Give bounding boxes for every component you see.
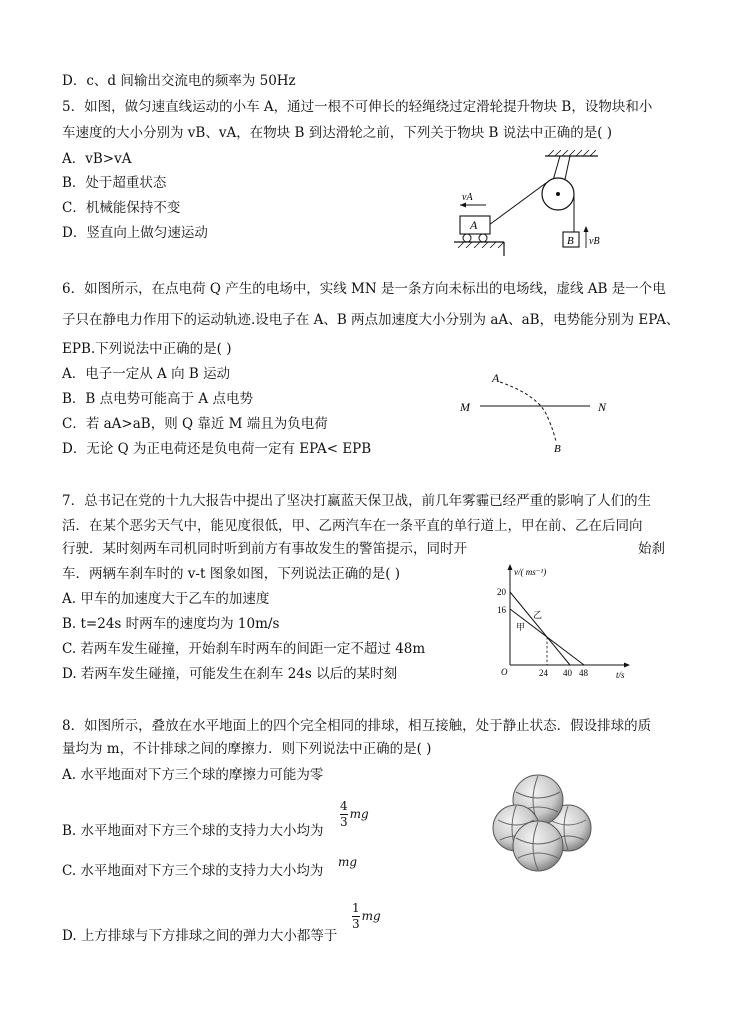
q5-label-a: A xyxy=(470,218,478,232)
q8-frac13-den: 3 xyxy=(352,917,360,931)
q7-ytick-16: 16 xyxy=(497,605,506,615)
q7-stem-line3b: 始刹 xyxy=(638,541,665,557)
q6-option-d: D．无论 Q 为正电荷还是负电荷一定有 EPA< EPB xyxy=(62,441,372,457)
q6-stem-line2: 子只在静电力作用下的运动轨迹.设电子在 A、B 两点加速度大小分别为 aA、aB，电势能分别为 EPA、 xyxy=(62,312,680,328)
q5-stem-line2: 车速度的大小分别为 vB、vA，在物块 B 到达滑轮之前，下列关于物块 B 说法中正确的是( ) xyxy=(62,125,613,141)
q8-frac43-num: 4 xyxy=(340,799,348,813)
q5-pulley-figure xyxy=(440,150,620,256)
q6-label-b: B xyxy=(554,443,561,453)
q5-option-c: C．机械能保持不变 xyxy=(62,200,181,216)
q5-option-b: B．处于超重状态 xyxy=(62,175,167,191)
q8-frac43-den: 3 xyxy=(340,815,348,829)
q7-xtick-48: 48 xyxy=(579,668,588,678)
q5-label-va: vA xyxy=(462,192,473,203)
q6-stem-line3: EPB.下列说法中正确的是( ) xyxy=(62,341,232,357)
q7-stem-line2: 活．在某个恶劣天气中，能见度很低，甲、乙两汽车在一条平直的单行道上，甲在前、乙在后同向 xyxy=(62,518,643,534)
q7-stem-line4: 车．两辆车刹车时的 v-t 图象如图，下列说法正确的是( ) xyxy=(62,566,401,582)
q7-option-b: B. t=24s 时两车的速度均为 10m/s xyxy=(62,616,280,632)
q5-label-b: B xyxy=(567,235,574,247)
q8-stem-line2: 量均为 m，不计排球之间的摩擦力．则下列说法中正确的是( ) xyxy=(62,741,432,757)
q6-stem-line1: 6．如图所示，在点电荷 Q 产生的电场中，实线 MN 是一条方向未标出的电场线，虚线 AB 是一个电 xyxy=(62,281,666,297)
q7-option-a: A. 甲车的加速度大于乙车的加速度 xyxy=(62,591,270,607)
q8-option-c: C. 水平地面对下方三个球的支持力大小均为 xyxy=(62,863,324,879)
q7-label-yi: 乙 xyxy=(533,610,543,620)
q5-option-d: D．竖直向上做匀速运动 xyxy=(62,225,208,241)
q7-option-c: C. 若两车发生碰撞，开始刹车时两车的间距一定不超过 48m xyxy=(62,641,426,657)
q6-label-a: A xyxy=(492,371,500,385)
q7-option-d: D. 若两车发生碰撞，可能发生在刹车 24s 以后的某时刻 xyxy=(62,666,398,682)
q8-option-b: B. 水平地面对下方三个球的支持力大小均为 xyxy=(62,823,324,839)
q7-stem-line3a: 行驶．某时刻两车司机同时听到前方有事故发生的警笛提示，同时开 xyxy=(62,541,467,557)
q8-volleyballs-figure xyxy=(490,770,594,874)
q7-xlabel: t/s xyxy=(616,670,625,680)
q8-frac43-unit: mg xyxy=(349,807,369,821)
q7-xtick-24: 24 xyxy=(539,668,548,678)
q5-label-vb: vB xyxy=(589,236,600,247)
q7-origin: O xyxy=(501,667,508,677)
q8-option-c-mg: mg xyxy=(338,855,358,869)
q7-ytick-20: 20 xyxy=(497,587,506,597)
q8-option-d: D. 上方排球与下方排球之间的弹力大小都等于 xyxy=(62,928,338,944)
q5-option-a: A．vB>vA xyxy=(62,151,132,167)
q7-xtick-40: 40 xyxy=(563,668,572,678)
q6-label-m: M xyxy=(460,400,470,414)
q8-stem-line1: 8．如图所示，叠放在水平地面上的四个完全相同的排球，相互接触，处于静止状态．假设排球的质 xyxy=(62,718,652,734)
q4-option-d: D．c、d 间输出交流电的频率为 50Hz xyxy=(62,73,296,89)
q6-field-line-figure xyxy=(450,368,630,453)
q7-vt-graph xyxy=(488,562,638,682)
q8-fraction-4-3 xyxy=(340,800,369,829)
q8-frac13-num: 1 xyxy=(352,901,360,915)
q6-label-n: N xyxy=(598,400,607,414)
q7-ylabel: v/( ms⁻¹) xyxy=(514,567,547,577)
q7-stem-line1: 7．总书记在党的十九大报告中提出了坚决打赢蓝天保卫战，前几年雾霾已经严重的影响了人们的生 xyxy=(62,493,652,509)
q6-option-c: C．若 aA>aB，则 Q 靠近 M 端且为负电荷 xyxy=(62,416,328,432)
q5-stem-line1: 5．如图，做匀速直线运动的小车 A，通过一根不可伸长的轻绳绕过定滑轮提升物块 B，设物块和小 xyxy=(62,99,653,115)
q7-label-jia: 甲 xyxy=(516,622,526,632)
q8-option-a: A. 水平地面对下方三个球的摩擦力可能为零 xyxy=(62,767,324,783)
q8-frac13-unit: mg xyxy=(361,909,381,923)
q6-option-a: A．电子一定从 A 向 B 运动 xyxy=(62,366,231,382)
q6-option-b: B．B 点电势可能高于 A 点电势 xyxy=(62,391,253,407)
q8-fraction-1-3 xyxy=(352,902,381,931)
